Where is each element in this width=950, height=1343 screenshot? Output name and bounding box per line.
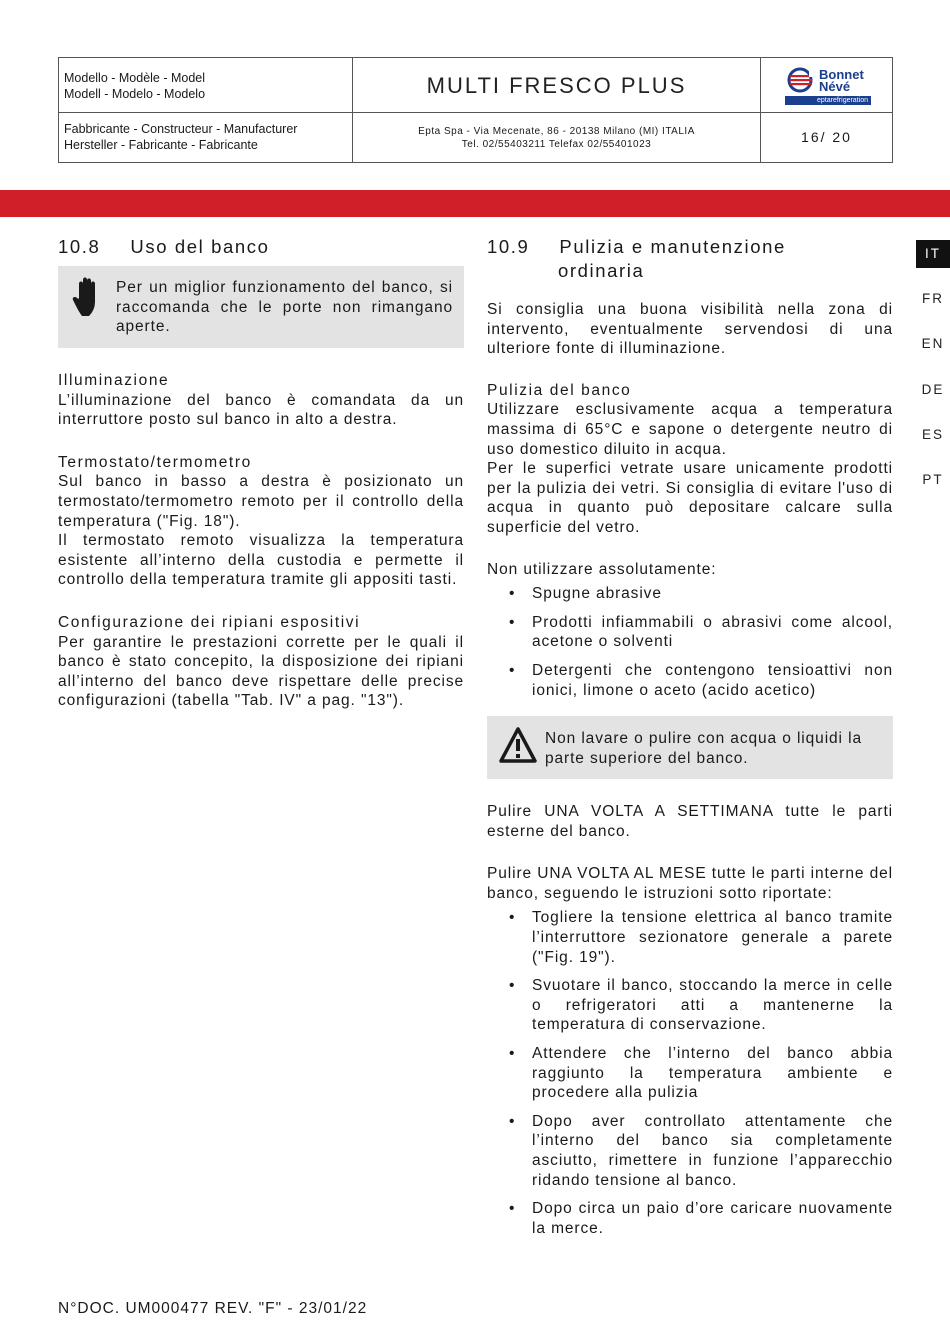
list-item: • Dopo aver controllato attentamente che l’interno del banco sia completamente asciutto, rimettere in funzione l’apparecchio ridando tensione al banco. xyxy=(487,1112,893,1190)
lang-tab-es[interactable]: ES xyxy=(916,421,950,449)
document-title: MULTI FRESCO PLUS xyxy=(353,58,761,113)
weekly-text: Pulire UNA VOLTA A SETTIMANA tutte le parti esterne del banco. xyxy=(487,803,893,840)
section-number: 10.8 xyxy=(58,236,101,257)
manufacturer-label-cell xyxy=(59,113,353,162)
warning-text: Non lavare o pulire con acqua o liquidi la parte superiore del banco. xyxy=(545,730,862,767)
list-item: • Dopo circa un paio d’ore caricare nuovamente la merce. xyxy=(487,1199,893,1238)
logo-cell xyxy=(761,58,892,113)
logo-name-1: Bonnet xyxy=(819,67,864,82)
cleaning-text-2: Per le superfici vetrate usare unicamente prodotti per la pulizia dei vetri. Si consiglia di evitare l'uso di acqua in quanto può depositare calcare sulla superficie del vetro. xyxy=(487,460,893,536)
notice-box xyxy=(58,266,464,348)
document-header xyxy=(58,57,893,163)
address-line-2: Tel. 02/55403211 Telefax 02/55401023 xyxy=(461,139,652,150)
document-footer: N°DOC. UM000477 REV. "F" - 23/01/22 xyxy=(58,1300,368,1317)
lang-tab-fr[interactable]: FR xyxy=(916,285,950,313)
intro-text: Si consiglia una buona visibilità nella zona di intervento, eventualmente servendosi di una ulteriore fonte di illuminazione. xyxy=(487,301,893,358)
right-body-bottom xyxy=(487,802,893,1247)
section-title-1: Pulizia e manutenzione xyxy=(559,236,786,257)
manufacturer-label-2: Hersteller - Fabricante - Fabricante xyxy=(64,138,258,152)
lang-tab-de[interactable]: DE xyxy=(916,376,950,404)
list-item: • Attendere che l’interno del banco abbia raggiunto la temperatura ambiente e procedere alla pulizia xyxy=(487,1044,893,1103)
manufacturer-address xyxy=(353,113,761,162)
section-number: 10.9 xyxy=(487,236,530,257)
warning-box xyxy=(487,716,893,779)
shelves-text: Per garantire le prestazioni corrette per le quali il banco è stato concepito, la disposizione dei ripiani all’interno del banco deve rispettare delle precise configurazioni (tabella "Tab. IV" a pag. "13"). xyxy=(58,633,464,710)
monthly-steps-list xyxy=(487,908,893,1238)
section-10-9-heading xyxy=(487,235,893,283)
model-label-1: Modello - Modèle - Model xyxy=(64,71,206,85)
thermostat-text-1: Sul banco in basso a destra è posizionato un termostato/termometro remoto per il controllo della temperatura ("Fig. 18"). xyxy=(58,473,464,530)
logo-tagline: eptarefrigeration xyxy=(785,96,871,105)
list-item: • Prodotti infiammabili o abrasivi come alcool, acetone o solventi xyxy=(487,613,893,652)
thermostat-title: Termostato/termometro xyxy=(58,453,252,471)
section-title-2: ordinaria xyxy=(558,260,645,281)
lang-tab-it[interactable]: IT xyxy=(916,240,950,268)
bonnet-neve-logo xyxy=(785,66,873,106)
lang-tab-pt[interactable]: PT xyxy=(916,466,950,494)
logo-name-2: Névé xyxy=(819,79,851,94)
model-label-cell xyxy=(59,58,353,113)
cleaning-text-1: Utilizzare esclusivamente acqua a temperatura massima di 65°C e sapone o detergente neutro di uso domestico diluito in acqua. xyxy=(487,401,893,458)
manufacturer-label-1: Fabbricante - Constructeur - Manufacturer xyxy=(64,122,298,136)
page-number: 16/ 20 xyxy=(801,129,852,145)
shelves-title: Configurazione dei ripiani espositivi xyxy=(58,613,361,631)
list-item: • Togliere la tensione elettrica al banco tramite l’interruttore sezionatore generale a parete ("Fig. 19"). xyxy=(487,908,893,967)
list-item: • Spugne abrasive xyxy=(487,584,893,604)
model-label-2: Modell - Modelo - Modelo xyxy=(64,87,206,101)
right-body-top xyxy=(487,300,893,709)
not-use-list xyxy=(487,584,893,700)
section-10-8-heading xyxy=(58,235,270,259)
illumination-title: Illuminazione xyxy=(58,372,170,389)
stop-hand-icon xyxy=(71,276,103,318)
thermostat-text-2: Il termostato remoto visualizza la temperatura esistente all’interno della custodia e permette il controllo della temperatura tramite gli appositi tasti. xyxy=(58,532,464,589)
list-item: • Svuotare il banco, stoccando la merce in celle o refrigeratori atti a mantenerne la temperatura di conservazione. xyxy=(487,976,893,1035)
monthly-text: Pulire UNA VOLTA AL MESE tutte le parti interne del banco, seguendo le istruzioni sotto riportate: xyxy=(487,865,893,902)
cleaning-title: Pulizia del banco xyxy=(487,381,632,399)
left-body xyxy=(58,371,464,711)
lang-tab-en[interactable]: EN xyxy=(916,330,950,358)
warning-triangle-icon xyxy=(498,726,538,764)
logo-mark-icon xyxy=(785,66,817,96)
red-divider-bar xyxy=(0,190,950,217)
list-item: • Detergenti che contengono tensioattivi non ionici, limone o aceto (acido acetico) xyxy=(487,661,893,700)
notice-text: Per un miglior funzionamento del banco, si raccomanda che le porte non rimangano aperte. xyxy=(116,279,453,336)
section-title: Uso del banco xyxy=(130,236,270,257)
illumination-text: L’illuminazione del banco è comandata da un interruttore posto sul banco in alto a destra. xyxy=(58,391,464,429)
address-line-1: Epta Spa - Via Mecenate, 86 - 20138 Milano (MI) ITALIA xyxy=(418,126,695,137)
not-use-title: Non utilizzare assolutamente: xyxy=(487,560,717,578)
